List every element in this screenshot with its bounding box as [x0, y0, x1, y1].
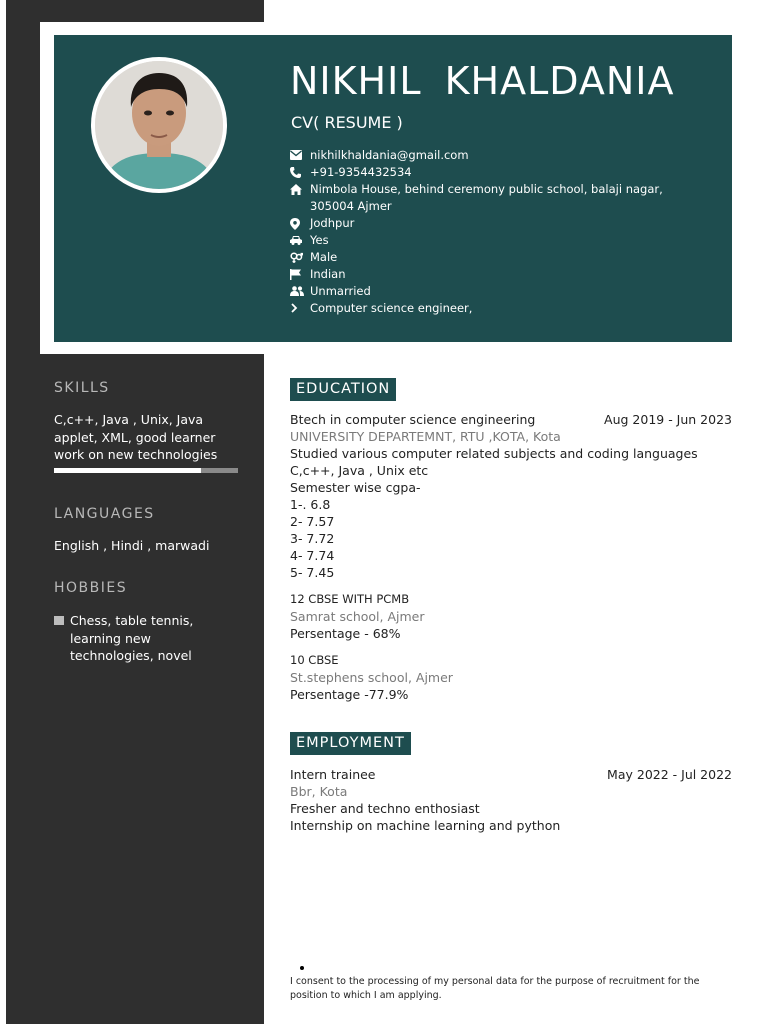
contact-list: [290, 147, 720, 317]
contact-marital: [290, 283, 720, 300]
languages-heading: LANGUAGES: [54, 506, 155, 522]
bullet-square-icon: [54, 616, 64, 625]
employment-section: [290, 766, 732, 834]
education-degree-row: [290, 411, 732, 428]
skills-heading: SKILLS: [54, 380, 110, 396]
skill-level-bar: [54, 468, 238, 473]
contact-nationality: [290, 266, 720, 283]
twelfth-score: Persentage - 68%: [290, 626, 401, 641]
degree-title: Btech in computer science engineering: [290, 412, 536, 427]
employment-role-row: [290, 766, 732, 783]
skills-text: C,c++, Java , Unix, Java applet, XML, good learner work on new technologies: [54, 412, 218, 462]
tenth-score: Persentage -77.9%: [290, 687, 409, 702]
car-icon: [290, 232, 310, 245]
contact-phone-text[interactable]: +91-9354432534: [310, 165, 412, 179]
degree-detail: C,c++, Java , Unix etc: [290, 463, 429, 478]
degree-detail: 4- 7.74: [290, 548, 335, 563]
contact-driving: [290, 232, 720, 249]
employment-role: Intern trainee: [290, 767, 376, 782]
contact-email: [290, 147, 720, 164]
degree-detail: Studied various computer related subjects and coding languages: [290, 446, 698, 461]
hobby-item: [54, 612, 244, 665]
phone-icon: [290, 164, 310, 178]
contact-profession-text: Computer science engineer,: [310, 301, 473, 315]
consent-statement: I consent to the processing of my personal data for the purpose of recruitment for the position to which I am applying.: [290, 976, 700, 1001]
contact-marital-text: Unmarried: [310, 284, 371, 298]
contact-address: [290, 181, 720, 215]
location-pin-icon: [290, 215, 310, 230]
education-section: [290, 411, 732, 703]
contact-gender-text: Male: [310, 250, 338, 264]
consent-bullet: [300, 966, 304, 970]
document-subtitle: CV( RESUME ): [291, 113, 403, 132]
chevron-right-icon: [290, 300, 310, 313]
users-icon: [290, 283, 310, 296]
degree-detail: 2- 7.57: [290, 514, 335, 529]
header-banner: [54, 35, 732, 342]
degree-detail: 3- 7.72: [290, 531, 335, 546]
degree-detail: Semester wise cgpa-: [290, 480, 421, 495]
employment-detail: Fresher and techno enthosiast: [290, 801, 480, 816]
hobbies-heading: HOBBIES: [54, 580, 128, 596]
skill-level-fill: [201, 468, 238, 473]
twelfth-school: Samrat school, Ajmer: [290, 609, 425, 624]
hobbies-text: Chess, table tennis, learning new technologies, novel: [70, 613, 194, 663]
contact-nationality-text: Indian: [310, 267, 346, 281]
contact-driving-text: Yes: [310, 233, 329, 247]
profile-photo: [91, 57, 227, 193]
home-icon: [290, 181, 310, 195]
degree-institution: UNIVERSITY DEPARTEMNT, RTU ,KOTA, Kota: [290, 429, 561, 444]
contact-city: [290, 215, 720, 232]
gender-icon: [290, 249, 310, 263]
avatar: [95, 61, 223, 189]
envelope-icon: [290, 147, 310, 160]
employment-company: Bbr, Kota: [290, 784, 348, 799]
employment-detail: Internship on machine learning and python: [290, 818, 561, 833]
contact-email-text[interactable]: nikhilkhaldania@gmail.com: [310, 148, 469, 162]
flag-icon: [290, 266, 310, 280]
contact-phone: [290, 164, 720, 181]
education-heading: EDUCATION: [290, 378, 396, 401]
candidate-name: NIKHIL KHALDANIA: [290, 59, 675, 103]
tenth-school: St.stephens school, Ajmer: [290, 670, 453, 685]
contact-address-text: Nimbola House, behind ceremony public school, balaji nagar, 305004 Ajmer: [310, 182, 663, 213]
tenth-title: 10 CBSE: [290, 653, 339, 667]
degree-dates: Aug 2019 - Jun 2023: [604, 412, 732, 427]
employment-dates: May 2022 - Jul 2022: [607, 767, 732, 782]
employment-heading: EMPLOYMENT: [290, 732, 411, 755]
twelfth-title: 12 CBSE WITH PCMB: [290, 592, 410, 606]
contact-city-text: Jodhpur: [310, 216, 355, 230]
contact-profession: [290, 300, 720, 317]
degree-detail: 5- 7.45: [290, 565, 335, 580]
languages-text: English , Hindi , marwadi: [54, 538, 210, 553]
degree-detail: 1-. 6.8: [290, 497, 331, 512]
contact-gender: [290, 249, 720, 266]
